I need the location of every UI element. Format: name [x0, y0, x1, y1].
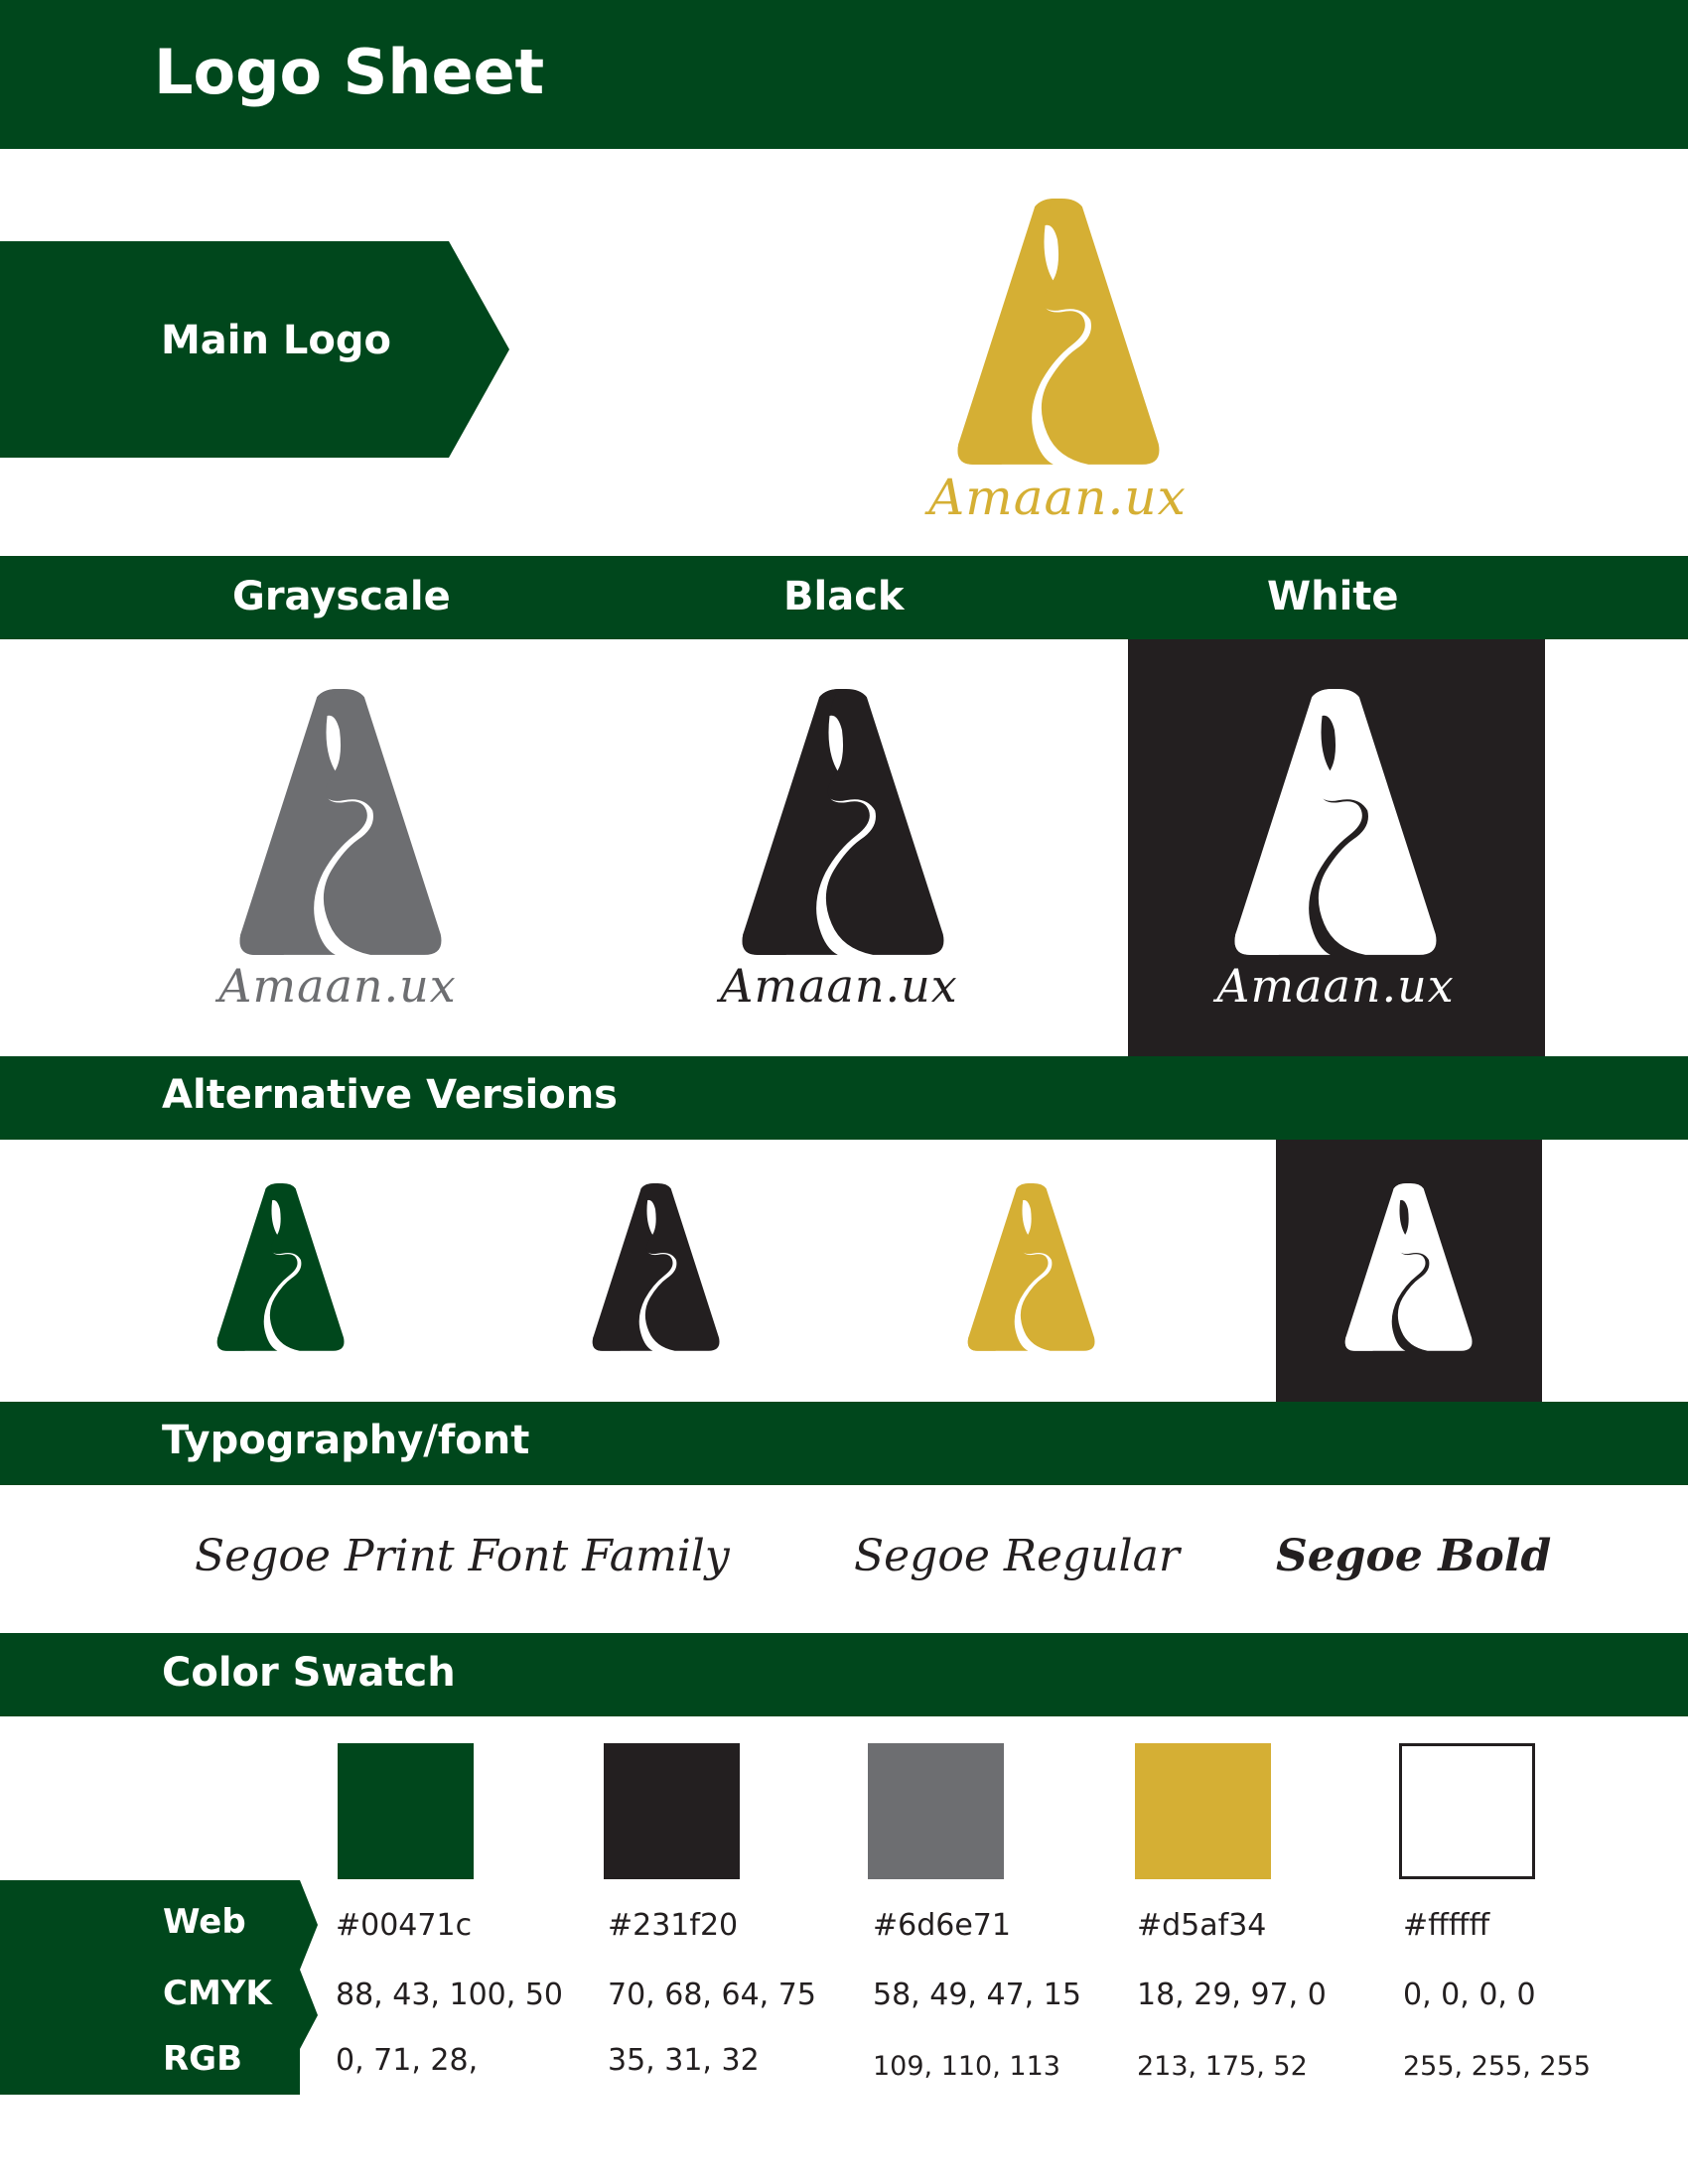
- alt-white-logo-icon: [1329, 1183, 1487, 1352]
- black-label: Black: [783, 574, 905, 619]
- swatch-green: [338, 1743, 474, 1879]
- black-logo-mark-icon: [711, 689, 973, 957]
- font-sample-bold: Segoe Bold: [1276, 1531, 1552, 1581]
- page-title: Logo Sheet: [154, 36, 545, 108]
- swatch-black: [604, 1743, 740, 1879]
- rgb-value: 255, 255, 255: [1403, 2051, 1591, 2082]
- rgb-value: 213, 175, 52: [1137, 2051, 1308, 2082]
- main-logo-mark-icon: [928, 199, 1187, 467]
- typography-title: Typography/font: [162, 1418, 530, 1463]
- grayscale-logo-mark-icon: [209, 689, 471, 957]
- white-logo-mark-icon: [1203, 689, 1466, 957]
- web-value: #231f20: [608, 1908, 739, 1943]
- cmyk-value: 0, 0, 0, 0: [1403, 1978, 1536, 2012]
- swatch-white: [1399, 1743, 1535, 1879]
- cmyk-value: 18, 29, 97, 0: [1137, 1978, 1327, 2012]
- rgb-value: 109, 110, 113: [873, 2051, 1060, 2082]
- white-label: White: [1267, 574, 1399, 619]
- grayscale-label: Grayscale: [232, 574, 451, 619]
- row-label-web: Web: [163, 1902, 246, 1942]
- main-logo-label: Main Logo: [161, 318, 391, 363]
- web-value: #00471c: [336, 1908, 473, 1943]
- row-label-cmyk: CMYK: [163, 1974, 272, 2013]
- font-sample-print: Segoe Print Font Family: [195, 1531, 730, 1581]
- web-value: #d5af34: [1137, 1908, 1267, 1943]
- font-sample-regular: Segoe Regular: [854, 1531, 1180, 1581]
- alt-black-logo-icon: [576, 1183, 735, 1352]
- rgb-value: 0, 71, 28,: [336, 2043, 479, 2078]
- web-value: #ffffff: [1403, 1908, 1490, 1943]
- white-wordmark: Amaan.ux: [1216, 959, 1455, 1013]
- cmyk-value: 88, 43, 100, 50: [336, 1978, 563, 2012]
- row-label-rgb: RGB: [163, 2039, 243, 2079]
- swatch-gold: [1135, 1743, 1271, 1879]
- rgb-value: 35, 31, 32: [608, 2043, 760, 2078]
- web-value: #6d6e71: [873, 1908, 1011, 1943]
- black-wordmark: Amaan.ux: [720, 959, 958, 1013]
- alt-gold-logo-icon: [951, 1183, 1110, 1352]
- cmyk-value: 58, 49, 47, 15: [873, 1978, 1081, 2012]
- alt-green-logo-icon: [201, 1183, 359, 1352]
- swatch-gray: [868, 1743, 1004, 1879]
- main-logo-wordmark: Amaan.ux: [928, 469, 1187, 526]
- color-swatch-title: Color Swatch: [162, 1650, 456, 1696]
- cmyk-value: 70, 68, 64, 75: [608, 1978, 816, 2012]
- alternative-title: Alternative Versions: [162, 1072, 618, 1118]
- grayscale-wordmark: Amaan.ux: [218, 959, 457, 1013]
